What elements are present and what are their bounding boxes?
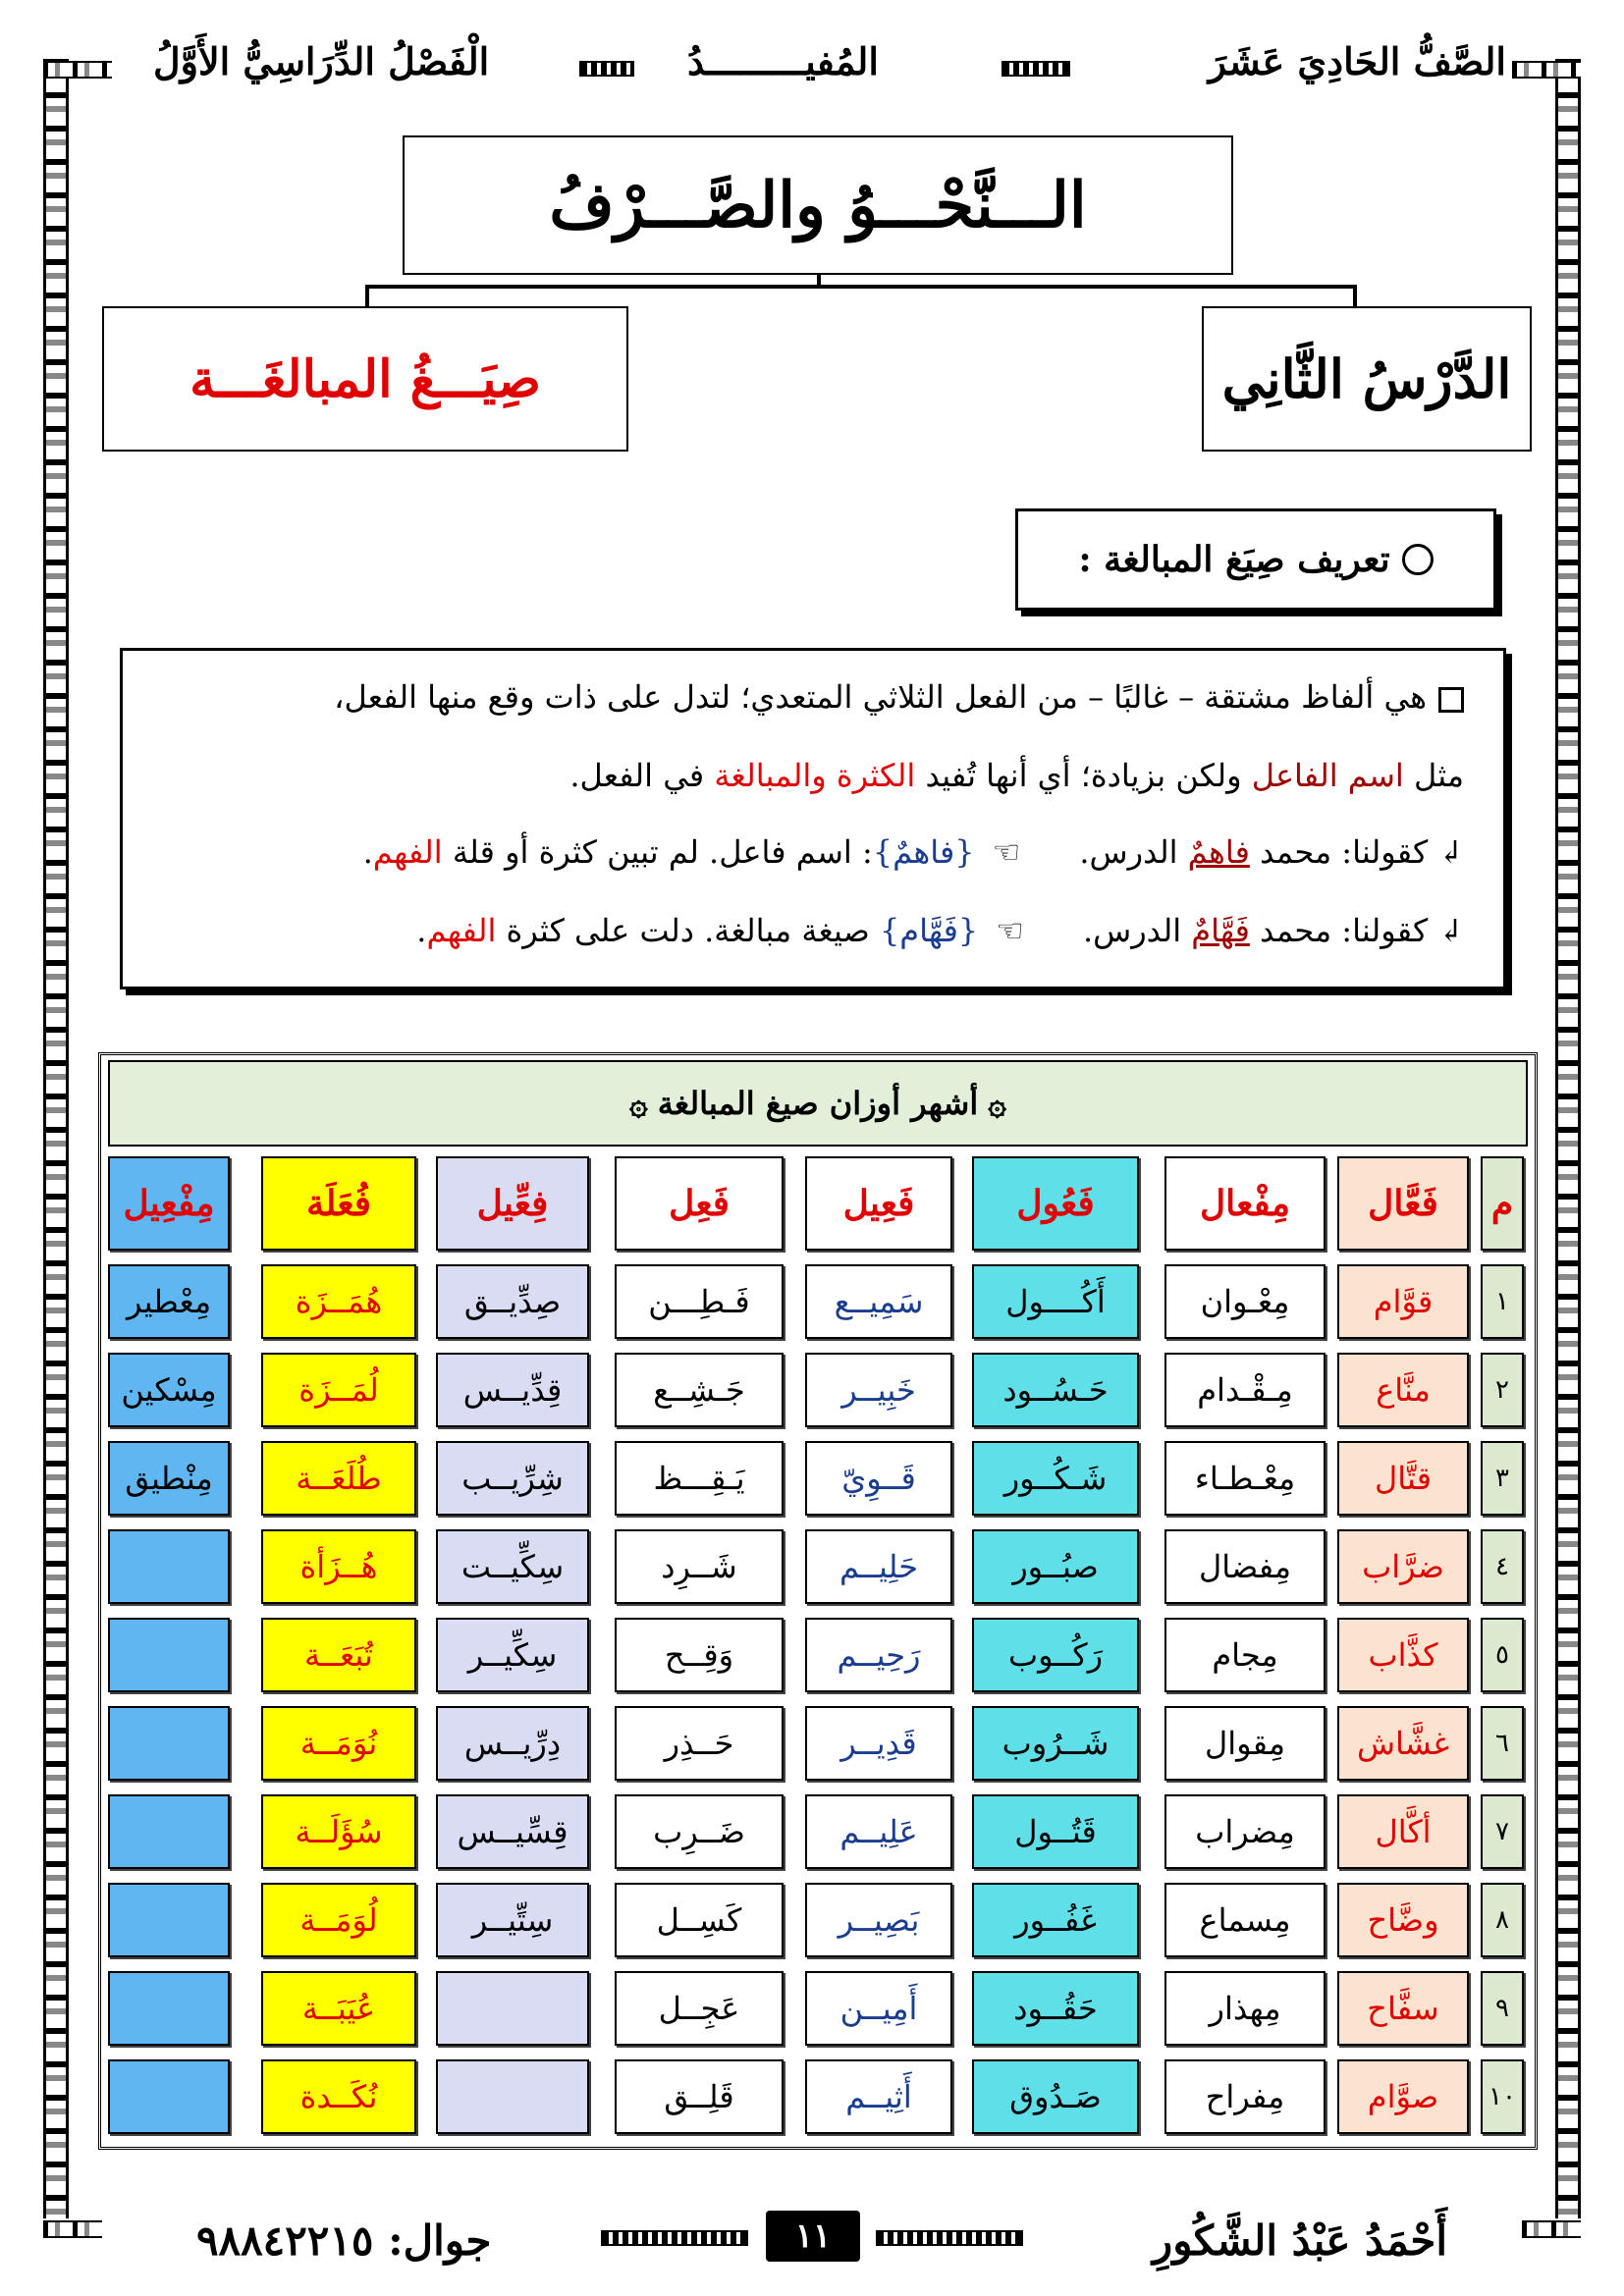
table-column [972, 1156, 1139, 2138]
header-book: المُفيـــــــــدُ [687, 39, 879, 83]
example-word-braced: {فَهَّام} [879, 912, 979, 949]
definition-heading: تعريف صِيَغ المبالغة : [1078, 539, 1390, 580]
example-text: الدرس. [1079, 833, 1188, 871]
table-cell: هُــزَأة [261, 1529, 416, 1604]
table-cell: ٨ [1481, 1883, 1524, 1957]
table-cell [108, 1971, 230, 2046]
table-cell [108, 2059, 230, 2134]
table-cell: ٥ [1481, 1618, 1524, 1692]
table-cell: يَـقِـــظ [615, 1441, 784, 1516]
table-cell: منَّاع [1337, 1353, 1469, 1427]
table-cell: أَمِيــن [805, 1971, 952, 2046]
page-border-bottom-left [43, 2220, 102, 2238]
table-cell: كذَّاب [1337, 1618, 1469, 1692]
table-cell: قَــوِيّ [805, 1441, 952, 1516]
example-line-2 [416, 912, 1464, 949]
table-column [261, 1156, 416, 2138]
lesson-label: الدَّرْسُ الثَّانِي [1221, 347, 1512, 410]
table-cell: عَجِــل [615, 1971, 784, 2046]
table-cell: فَـطِـــن [615, 1264, 784, 1339]
table-cell [108, 1529, 230, 1604]
page-border-top-left [43, 61, 112, 79]
table-cell: صوَّام [1337, 2059, 1469, 2134]
connector-line [365, 285, 369, 306]
table-cell: مِـقْـدام [1164, 1353, 1326, 1427]
example-line-1 [363, 833, 1464, 871]
table-cell: مِضراب [1164, 1794, 1326, 1869]
arrow-bullet-icon: ↲ [1437, 833, 1464, 871]
table-cell: مِنْطيق [108, 1441, 230, 1516]
page-border-left [43, 59, 69, 2218]
patterns-table-title [108, 1060, 1528, 1147]
table-cell: سِكِّيــر [436, 1618, 589, 1692]
connector-line [1353, 285, 1357, 306]
table-cell: وضَّاح [1337, 1883, 1469, 1957]
table-cell: مِفراح [1164, 2059, 1326, 2134]
connector-line [365, 285, 1357, 289]
table-cell: خَبِيــر [805, 1353, 952, 1427]
table-column [436, 1156, 589, 2138]
definition-text: هي ألفاظ مشتقة – غالبًا – من الفعل الثلاثي المتعدي؛ لتدل على ذات وقع منها الفعل، [334, 678, 1427, 716]
highlight-kathra: الكثرة والمبالغة [714, 757, 916, 794]
definition-line-1 [334, 678, 1464, 716]
table-cell: عَلِيــم [805, 1794, 952, 1869]
table-cell: صَـدُوق [972, 2059, 1139, 2134]
table-cell: كَسِــل [615, 1883, 784, 1957]
table-cell: سُؤَلَــة [261, 1794, 416, 1869]
table-cell: ٩ [1481, 1971, 1524, 2046]
header-ornament [579, 61, 634, 77]
table-cell: ١ [1481, 1264, 1524, 1339]
definition-text: ولكن بزيادة؛ أي أنها تُفيد [915, 757, 1252, 794]
table-cell [108, 1618, 230, 1692]
table-cell: مِعْطير [108, 1264, 230, 1339]
pointing-hand-icon: ☜ [996, 912, 1024, 949]
table-cell: مِقوال [1164, 1706, 1326, 1781]
table-cell: صِدِّيــق [436, 1264, 589, 1339]
arrow-bullet-icon: ↲ [1437, 912, 1464, 949]
header-ornament [1001, 61, 1070, 77]
table-cell: حَـسُــود [972, 1353, 1139, 1427]
header-grade: الصَّفُّ الحَادِيَ عَشَرَ [1208, 39, 1506, 83]
table-cell [108, 1883, 230, 1957]
table-header-cell: مِفْعِيل [108, 1156, 230, 1251]
flower-ornament-icon: ۞ [988, 1085, 1006, 1122]
table-cell: مِسْكين [108, 1353, 230, 1427]
table-cell: رَكُــوب [972, 1618, 1139, 1692]
footer-author: أَحْمَدُ عَبْدُ الشَّكُورِ [1152, 2216, 1447, 2265]
definition-text: مثل [1403, 757, 1464, 794]
table-header-cell: فَعُول [972, 1156, 1139, 1251]
table-cell: أَثِيــم [805, 2059, 952, 2134]
table-cell: مِعْـوان [1164, 1264, 1326, 1339]
table-cell: صبُــور [972, 1529, 1139, 1604]
table-cell: غشَّاش [1337, 1706, 1469, 1781]
table-title-text: أشهر أوزان صيغ المبالغة [657, 1085, 979, 1122]
table-cell: أَكُــــول [972, 1264, 1139, 1339]
table-cell: نُكَــدة [261, 2059, 416, 2134]
example-text: الدرس. [1082, 912, 1192, 949]
example-text: كقولنا: محمد [1249, 912, 1429, 949]
table-header-cell: فَعَّال [1337, 1156, 1469, 1251]
table-cell: قوَّام [1337, 1264, 1469, 1339]
table-cell: قَلِــق [615, 2059, 784, 2134]
example-text: . [416, 912, 427, 949]
table-cell: عُيَبَــة [261, 1971, 416, 2046]
table-cell: ١٠ [1481, 2059, 1524, 2134]
example-text: . [362, 833, 373, 871]
table-column [1337, 1156, 1469, 2138]
example-highlight: الفهم [372, 833, 443, 871]
subject-title: الـــنَّحْـــوُ والصَّـــرْفُ [549, 168, 1087, 242]
table-cell: هُمَــزَة [261, 1264, 416, 1339]
page-border-bottom-right [1522, 2220, 1581, 2238]
table-cell: مِسماع [1164, 1883, 1326, 1957]
table-cell [108, 1794, 230, 1869]
table-cell: حَلِيــم [805, 1529, 952, 1604]
footer-ornament [876, 2230, 1023, 2246]
footer-ornament [601, 2230, 748, 2246]
table-cell [436, 2059, 589, 2134]
highlight-fa3il: اسم الفاعل [1251, 757, 1404, 794]
example-text: صيغة مبالغة. دلت على كثرة [496, 912, 880, 949]
table-header-cell: م [1481, 1156, 1524, 1251]
table-cell: رَحِيــم [805, 1618, 952, 1692]
table-cell: طُلَعَــة [261, 1441, 416, 1516]
footer-phone: جوال: ٩٨٨٤٢٢١٥ [196, 2216, 492, 2265]
lesson-topic: صِيَـــغُ المبالغَـــة [189, 348, 541, 409]
table-column [108, 1156, 230, 2138]
table-cell: قتَّال [1337, 1441, 1469, 1516]
table-cell: شَــرُوب [972, 1706, 1139, 1781]
table-cell: لُمَــزَة [261, 1353, 416, 1427]
definition-line-2 [569, 757, 1464, 794]
table-cell: مِهذار [1164, 1971, 1326, 2046]
table-header-cell: فُعَلَة [261, 1156, 416, 1251]
table-cell: جَـشِــع [615, 1353, 784, 1427]
page-number: ١١ [794, 2216, 832, 2256]
table-cell: ٣ [1481, 1441, 1524, 1516]
lesson-label-box [1202, 306, 1532, 452]
table-cell: قِسِّيــس [436, 1794, 589, 1869]
table-header-cell: فَعِل [615, 1156, 784, 1251]
definition-box [120, 648, 1506, 989]
subject-title-box [403, 135, 1233, 275]
table-cell: ضَــرِب [615, 1794, 784, 1869]
table-header-cell: فَعِيل [805, 1156, 952, 1251]
table-cell: دِرِّيــس [436, 1706, 589, 1781]
table-cell: بَصِيــر [805, 1883, 952, 1957]
table-cell: سِكِّيــت [436, 1529, 589, 1604]
table-column [615, 1156, 784, 2138]
definition-text: في الفعل. [569, 757, 715, 794]
table-cell: ٤ [1481, 1529, 1524, 1604]
table-cell: تُبَعَــة [261, 1618, 416, 1692]
table-cell: غَفُــور [972, 1883, 1139, 1957]
pointing-hand-icon: ☜ [992, 833, 1021, 871]
table-column [805, 1156, 952, 2138]
table-cell: شَـكُــور [972, 1441, 1139, 1516]
header-term: الْفَصْلُ الدِّرَاسِيُّ الأَوَّلُ [153, 39, 490, 83]
page-number-box [766, 2211, 860, 2262]
table-cell [108, 1706, 230, 1781]
table-cell: شِرِّيــب [436, 1441, 589, 1516]
table-column [1481, 1156, 1524, 2138]
square-bullet-icon [1438, 687, 1464, 713]
table-cell: سَمِيــع [805, 1264, 952, 1339]
table-header-cell: مِفْعال [1164, 1156, 1326, 1251]
table-cell: لُوَمَــة [261, 1883, 416, 1957]
lesson-topic-box [102, 306, 628, 452]
table-column [1164, 1156, 1326, 2138]
table-cell: حَقُــود [972, 1971, 1139, 2046]
table-cell: حَــذِر [615, 1706, 784, 1781]
example-text: كقولنا: محمد [1249, 833, 1429, 871]
table-cell: قَدِيــر [805, 1706, 952, 1781]
table-cell: قَتُــول [972, 1794, 1139, 1869]
table-cell: مِجام [1164, 1618, 1326, 1692]
table-cell: سفَّاح [1337, 1971, 1469, 2046]
example-word: فاهمٌ [1187, 833, 1250, 871]
table-cell [436, 1971, 589, 2046]
table-cell: نُوَمَــة [261, 1706, 416, 1781]
example-highlight: الفهم [426, 912, 497, 949]
table-cell: ٦ [1481, 1706, 1524, 1781]
table-header-cell: فِعِّيل [436, 1156, 589, 1251]
example-word-braced: {فاهمٌ} [872, 833, 975, 871]
table-cell: شَــرِد [615, 1529, 784, 1604]
definition-heading-box [1015, 508, 1496, 611]
flower-ornament-icon: ۞ [629, 1085, 648, 1122]
circle-bullet-icon [1402, 544, 1434, 575]
table-cell: ضرَّاب [1337, 1529, 1469, 1604]
table-cell: وَقِــح [615, 1618, 784, 1692]
table-cell: قِدِّيــس [436, 1353, 589, 1427]
page-border-right [1555, 59, 1581, 2218]
table-cell: ٧ [1481, 1794, 1524, 1869]
table-cell: ٢ [1481, 1353, 1524, 1427]
page-border-top-right [1512, 61, 1581, 79]
table-cell: سِتِّيــر [436, 1883, 589, 1957]
example-word: فَهَّامٌ [1191, 912, 1250, 949]
table-cell: مِفضال [1164, 1529, 1326, 1604]
example-text: : اسم فاعل. لم تبين كثرة أو قلة [442, 833, 873, 871]
table-cell: مِعْـطـاء [1164, 1441, 1326, 1516]
table-cell: أكَّال [1337, 1794, 1469, 1869]
